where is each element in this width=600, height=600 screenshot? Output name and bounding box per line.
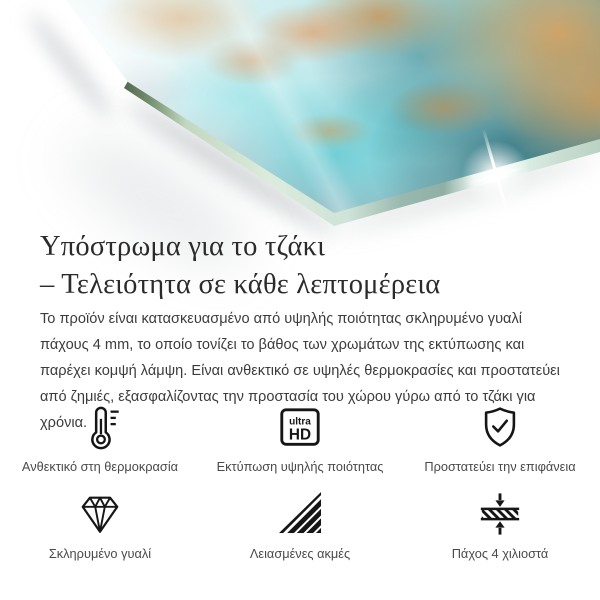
feature-icon-box bbox=[77, 489, 123, 539]
feature-item-tempered-glass bbox=[0, 489, 200, 562]
product-image bbox=[0, 0, 600, 240]
feature-label: Προστατεύει την επιφάνεια bbox=[424, 459, 576, 474]
feature-label: Λειασμένες ακμές bbox=[249, 546, 351, 561]
feature-item-temperature bbox=[0, 402, 200, 475]
ultra-hd-icon bbox=[277, 404, 323, 450]
features-grid bbox=[0, 402, 600, 562]
feature-label: Εκτύπωση υψηλής ποιότητας bbox=[216, 459, 384, 474]
feature-icon-box bbox=[77, 402, 123, 452]
feature-icon-box bbox=[277, 489, 323, 539]
feature-icon-box bbox=[277, 402, 323, 452]
page-title-line2: – Τελειότητα σε κάθε λεπτομέρεια bbox=[40, 269, 441, 300]
feature-item-thickness bbox=[400, 489, 600, 562]
feature-label: Πάχος 4 χιλιοστά bbox=[451, 546, 549, 561]
feature-item-surface-protection bbox=[400, 402, 600, 475]
feature-item-polished-edges bbox=[200, 489, 400, 562]
feature-label: Ανθεκτικό στη θερμοκρασία bbox=[21, 459, 179, 474]
diamond-icon bbox=[77, 491, 123, 537]
feature-icon-box bbox=[477, 402, 523, 452]
product-description: Το προϊόν είναι κατασκευασμένο από υψηλής ποιότητας σκληρυμένο γυαλί πάχους 4 mm, το οποίο τονίζει το βάθος των χρωμάτων της εκτύπωσης και παρέχει κομψή λάμψη. Είναι ανθεκτικό σε υψηλές θερμοκρασίες και προστατεύει από ζημιές, εξασφαλίζοντας την προστασία του χώρου γύρω από το τζάκι για χρόνια. bbox=[40, 311, 560, 431]
polished-edges-icon bbox=[277, 491, 323, 537]
feature-icon-box bbox=[477, 489, 523, 539]
ultra-hd-icon-text-top: ultra bbox=[289, 416, 311, 428]
page-title bbox=[40, 228, 440, 304]
thickness-icon bbox=[477, 491, 523, 537]
thermometer-icon bbox=[77, 404, 123, 450]
ultra-hd-icon-text-bottom: HD bbox=[288, 426, 312, 444]
shield-check-icon bbox=[477, 404, 523, 450]
page-title-line1: Υπόστρωμα για το τζάκι bbox=[40, 231, 326, 262]
feature-label: Σκληρυμένο γυαλί bbox=[48, 546, 152, 561]
feature-item-print-quality bbox=[200, 402, 400, 475]
